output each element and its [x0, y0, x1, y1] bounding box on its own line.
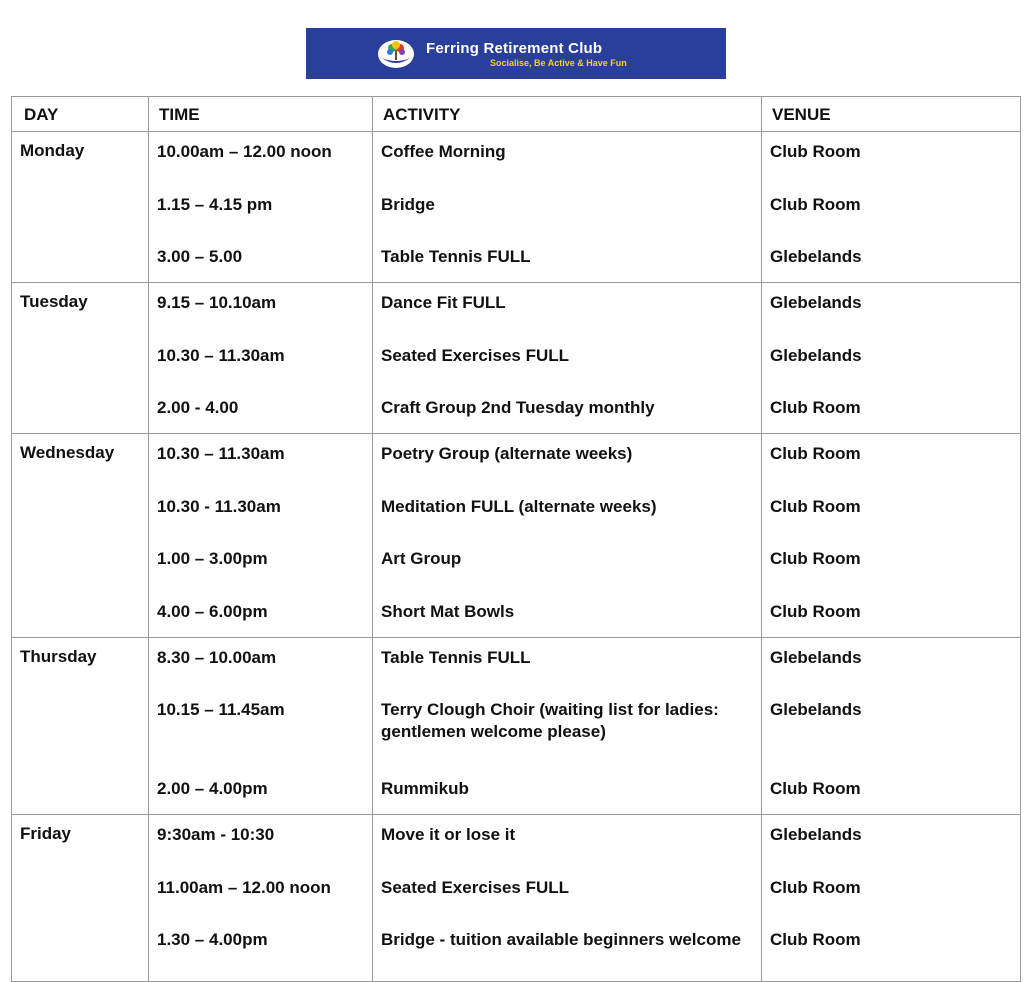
session-activity: Dance Fit FULL: [381, 293, 506, 312]
session-activity: Art Group: [381, 549, 462, 568]
session-activity-cell: [373, 434, 762, 638]
session-time: 4.00 – 6.00pm: [157, 601, 268, 621]
club-tagline: Socialise, Be Active & Have Fun: [490, 58, 627, 68]
session-venue: Club Room: [770, 398, 861, 417]
session-venue: Glebelands: [770, 825, 862, 844]
day-cell: [12, 815, 149, 982]
session-venue-cell: [762, 637, 1021, 815]
header-activity: [373, 97, 762, 132]
day-name: Monday: [20, 141, 85, 160]
header-time-label: TIME: [159, 105, 200, 124]
activity-schedule-table: [11, 96, 1021, 982]
session-activity: Rummikub: [381, 779, 469, 798]
day-row: [12, 637, 1021, 815]
day-row: [12, 434, 1021, 638]
session-venue: Club Room: [770, 194, 861, 214]
session-activity: Short Mat Bowls: [381, 601, 515, 621]
day-cell: [12, 434, 149, 638]
header-row: [12, 97, 1021, 132]
day-row: [12, 283, 1021, 434]
session-time-cell: [149, 283, 373, 434]
session-time: 1.30 – 4.00pm: [157, 930, 268, 949]
session-activity: Bridge: [381, 194, 435, 214]
session-venue: Club Room: [770, 930, 861, 949]
session-time: 11.00am – 12.00 noon: [157, 877, 331, 897]
session-venue: Glebelands: [770, 647, 862, 667]
day-cell: [12, 283, 149, 434]
session-activity: Table Tennis FULL: [381, 647, 531, 667]
session-activity: Poetry Group (alternate weeks): [381, 444, 633, 463]
session-venue: Club Room: [770, 779, 861, 798]
session-activity: Table Tennis FULL: [381, 247, 531, 266]
session-time: 2.00 - 4.00: [157, 398, 239, 417]
day-row: [12, 132, 1021, 283]
day-cell: [12, 132, 149, 283]
club-title: Ferring Retirement Club: [426, 40, 603, 57]
session-venue: Glebelands: [770, 700, 862, 719]
session-time: 10.00am – 12.00 noon: [157, 142, 332, 161]
session-time-cell: [149, 637, 373, 815]
session-time: 10.15 – 11.45am: [157, 700, 285, 719]
session-activity: Move it or lose it: [381, 825, 516, 844]
session-time: 9:30am - 10:30: [157, 825, 275, 844]
day-row: [12, 815, 1021, 982]
schedule-body: [12, 132, 1021, 982]
session-activity: Bridge - tuition available beginners welcome: [381, 930, 741, 949]
session-activity: Meditation FULL (alternate weeks): [381, 496, 657, 516]
session-time-cell: [149, 434, 373, 638]
session-time-cell: [149, 815, 373, 982]
session-time: 8.30 – 10.00am: [157, 647, 277, 667]
header-venue: [762, 97, 1021, 132]
session-activity: Craft Group 2nd Tuesday monthly: [381, 398, 655, 417]
session-activity: Seated Exercises FULL: [381, 877, 570, 897]
session-venue: Club Room: [770, 549, 861, 568]
day-name: Friday: [20, 824, 72, 843]
session-activity-cell: [373, 132, 762, 283]
session-venue: Glebelands: [770, 345, 862, 365]
session-activity: Coffee Morning: [381, 142, 506, 161]
day-name: Tuesday: [20, 292, 88, 311]
session-activity-cell: [373, 283, 762, 434]
session-activity: Seated Exercises FULL: [381, 345, 570, 365]
session-venue-cell: [762, 434, 1021, 638]
tree-with-hands-logo-icon: [376, 38, 416, 70]
session-time: 10.30 - 11.30am: [157, 496, 281, 516]
day-name: Wednesday: [20, 443, 115, 462]
session-venue: Club Room: [770, 877, 861, 897]
header-time: [149, 97, 373, 132]
session-time: 10.30 – 11.30am: [157, 444, 285, 463]
session-activity: Terry Clough Choir (waiting list for ladies: gentlemen welcome please): [381, 700, 719, 741]
session-time: 3.00 – 5.00: [157, 247, 243, 266]
session-venue: Glebelands: [770, 247, 862, 266]
day-name: Thursday: [20, 646, 97, 666]
session-venue-cell: [762, 815, 1021, 982]
session-time: 10.30 – 11.30am: [157, 345, 285, 365]
session-venue-cell: [762, 132, 1021, 283]
session-time: 9.15 – 10.10am: [157, 293, 277, 312]
header-day: [12, 97, 149, 132]
session-time: 2.00 – 4.00pm: [157, 779, 268, 798]
header-venue-label: VENUE: [772, 105, 831, 124]
session-venue: Club Room: [770, 496, 861, 516]
header-day-label: DAY: [24, 105, 59, 124]
session-venue: Club Room: [770, 444, 861, 463]
session-time-cell: [149, 132, 373, 283]
header-activity-label: ACTIVITY: [383, 105, 461, 124]
session-venue-cell: [762, 283, 1021, 434]
club-banner: [306, 28, 726, 79]
session-time: 1.00 – 3.00pm: [157, 549, 268, 568]
day-cell: [12, 637, 149, 815]
session-venue: Club Room: [770, 142, 861, 161]
session-activity-cell: [373, 637, 762, 815]
session-venue: Glebelands: [770, 293, 862, 312]
session-venue: Club Room: [770, 601, 861, 621]
session-activity-cell: [373, 815, 762, 982]
session-time: 1.15 – 4.15 pm: [157, 194, 273, 214]
